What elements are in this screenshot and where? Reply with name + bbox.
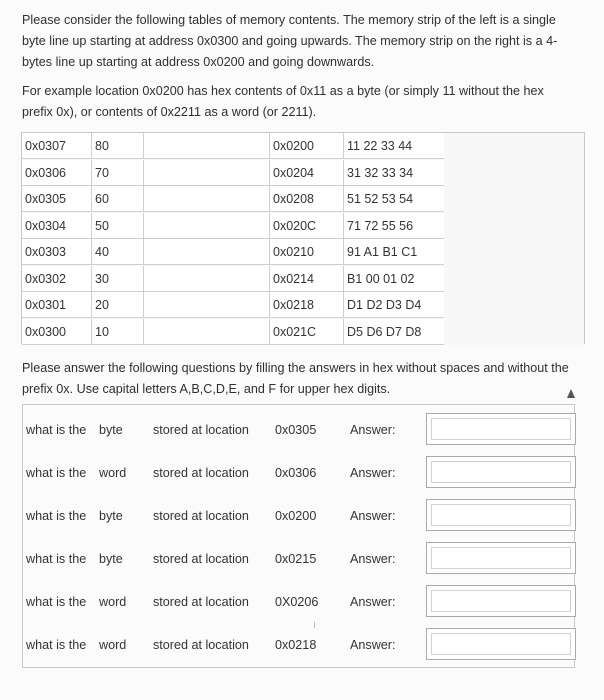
intro-line: bytes line up starting at address 0x0200 and going downwards. bbox=[22, 55, 375, 69]
memory-row bbox=[22, 292, 584, 319]
memory-empty-cell bbox=[144, 160, 270, 186]
memory-value-right: 31 32 33 34 bbox=[344, 160, 444, 186]
question-address: 0x0306 bbox=[275, 466, 317, 480]
memory-value-left: 70 bbox=[92, 160, 144, 186]
memory-spacer bbox=[444, 292, 584, 318]
memory-address-left: 0x0305 bbox=[22, 186, 92, 212]
memory-address-left: 0x0307 bbox=[22, 133, 92, 159]
question-unit-type: word bbox=[99, 638, 127, 652]
memory-row bbox=[22, 133, 584, 160]
answer-label: Answer: bbox=[350, 423, 396, 437]
memory-spacer bbox=[444, 213, 584, 239]
question-unit-type: byte bbox=[99, 552, 123, 566]
question-address: 0X0206 bbox=[275, 595, 319, 609]
memory-address-left: 0x0303 bbox=[22, 239, 92, 265]
question-row bbox=[23, 585, 574, 628]
answer-label: Answer: bbox=[350, 509, 396, 523]
memory-address-right: 0x0210 bbox=[270, 239, 344, 265]
question-unit-type: byte bbox=[99, 423, 123, 437]
instructions-line: Please answer the following questions by filling the answers in hex without spaces and without the bbox=[22, 361, 569, 375]
question-address: 0x0218 bbox=[275, 638, 317, 652]
memory-address-left: 0x0300 bbox=[22, 319, 92, 345]
mouse-cursor-icon bbox=[567, 389, 575, 398]
question-row bbox=[23, 456, 574, 499]
memory-address-right: 0x020C bbox=[270, 213, 344, 239]
memory-value-left: 60 bbox=[92, 186, 144, 212]
question-row bbox=[23, 628, 574, 671]
instructions-line: prefix 0x. Use capital letters A,B,C,D,E, and F for upper hex digits. bbox=[22, 382, 391, 396]
question-stored-text: stored at location bbox=[153, 638, 249, 652]
answer-input-field[interactable] bbox=[431, 547, 571, 569]
question-stored-text: stored at location bbox=[153, 595, 249, 609]
memory-row bbox=[22, 160, 584, 187]
memory-value-right: D1 D2 D3 D4 bbox=[344, 292, 444, 318]
memory-address-left: 0x0302 bbox=[22, 266, 92, 292]
answer-input-field[interactable] bbox=[431, 633, 571, 655]
text-caret-icon bbox=[314, 622, 315, 628]
memory-row bbox=[22, 319, 584, 346]
memory-spacer bbox=[444, 133, 584, 159]
memory-row bbox=[22, 186, 584, 213]
answer-input-field[interactable] bbox=[431, 504, 571, 526]
question-unit-type: word bbox=[99, 466, 127, 480]
answer-input[interactable] bbox=[426, 413, 576, 445]
memory-spacer bbox=[444, 266, 584, 292]
question-address: 0x0215 bbox=[275, 552, 317, 566]
answer-input[interactable] bbox=[426, 456, 576, 488]
memory-address-right: 0x0208 bbox=[270, 186, 344, 212]
memory-spacer bbox=[444, 160, 584, 186]
memory-address-right: 0x0204 bbox=[270, 160, 344, 186]
memory-row bbox=[22, 239, 584, 266]
memory-value-left: 80 bbox=[92, 133, 144, 159]
question-prefix: what is the bbox=[26, 466, 87, 480]
questions-table bbox=[22, 404, 575, 668]
memory-address-left: 0x0301 bbox=[22, 292, 92, 318]
memory-value-right: D5 D6 D7 D8 bbox=[344, 319, 444, 345]
example-line: For example location 0x0200 has hex contents of 0x11 as a byte (or simply 11 without the hex bbox=[22, 84, 544, 98]
question-prefix: what is the bbox=[26, 509, 87, 523]
question-prefix: what is the bbox=[26, 552, 87, 566]
question-address: 0x0305 bbox=[275, 423, 317, 437]
memory-row bbox=[22, 213, 584, 240]
memory-value-left: 20 bbox=[92, 292, 144, 318]
question-unit-type: word bbox=[99, 595, 127, 609]
instructions-paragraph bbox=[22, 358, 592, 400]
question-stored-text: stored at location bbox=[153, 423, 249, 437]
memory-value-right: 71 72 55 56 bbox=[344, 213, 444, 239]
question-stored-text: stored at location bbox=[153, 552, 249, 566]
example-paragraph bbox=[22, 81, 592, 123]
question-prefix: what is the bbox=[26, 595, 87, 609]
memory-empty-cell bbox=[144, 266, 270, 292]
memory-value-right: 91 A1 B1 C1 bbox=[344, 239, 444, 265]
memory-value-right: B1 00 01 02 bbox=[344, 266, 444, 292]
memory-empty-cell bbox=[144, 292, 270, 318]
question-prefix: what is the bbox=[26, 638, 87, 652]
memory-address-left: 0x0304 bbox=[22, 213, 92, 239]
memory-row bbox=[22, 266, 584, 293]
memory-empty-cell bbox=[144, 319, 270, 345]
intro-paragraph bbox=[22, 10, 592, 73]
question-stored-text: stored at location bbox=[153, 466, 249, 480]
question-unit-type: byte bbox=[99, 509, 123, 523]
memory-address-left: 0x0306 bbox=[22, 160, 92, 186]
answer-input-field[interactable] bbox=[431, 590, 571, 612]
memory-spacer bbox=[444, 186, 584, 212]
memory-empty-cell bbox=[144, 239, 270, 265]
memory-empty-cell bbox=[144, 213, 270, 239]
memory-value-left: 40 bbox=[92, 239, 144, 265]
answer-input[interactable] bbox=[426, 499, 576, 531]
answer-input[interactable] bbox=[426, 542, 576, 574]
memory-spacer bbox=[444, 319, 584, 345]
answer-input-field[interactable] bbox=[431, 418, 571, 440]
question-prefix: what is the bbox=[26, 423, 87, 437]
memory-address-right: 0x0218 bbox=[270, 292, 344, 318]
answer-label: Answer: bbox=[350, 595, 396, 609]
memory-value-right: 11 22 33 44 bbox=[344, 133, 444, 159]
example-line: prefix 0x), or contents of 0x2211 as a word (or 2211). bbox=[22, 105, 317, 119]
memory-table bbox=[21, 132, 585, 344]
answer-label: Answer: bbox=[350, 552, 396, 566]
question-row bbox=[23, 413, 574, 456]
question-row bbox=[23, 542, 574, 585]
question-address: 0x0200 bbox=[275, 509, 317, 523]
memory-address-right: 0x0200 bbox=[270, 133, 344, 159]
memory-spacer bbox=[444, 239, 584, 265]
memory-value-left: 10 bbox=[92, 319, 144, 345]
memory-value-left: 30 bbox=[92, 266, 144, 292]
memory-empty-cell bbox=[144, 133, 270, 159]
answer-label: Answer: bbox=[350, 466, 396, 480]
memory-value-right: 51 52 53 54 bbox=[344, 186, 444, 212]
intro-line: byte line up starting at address 0x0300 and going upwards. The memory strip on the right is a 4- bbox=[22, 34, 558, 48]
answer-input[interactable] bbox=[426, 585, 576, 617]
memory-address-right: 0x021C bbox=[270, 319, 344, 345]
answer-input[interactable] bbox=[426, 628, 576, 660]
question-stored-text: stored at location bbox=[153, 509, 249, 523]
answer-input-field[interactable] bbox=[431, 461, 571, 483]
intro-line: Please consider the following tables of memory contents. The memory strip of the left is a single bbox=[22, 13, 556, 27]
memory-value-left: 50 bbox=[92, 213, 144, 239]
answer-label: Answer: bbox=[350, 638, 396, 652]
memory-empty-cell bbox=[144, 186, 270, 212]
question-row bbox=[23, 499, 574, 542]
memory-address-right: 0x0214 bbox=[270, 266, 344, 292]
